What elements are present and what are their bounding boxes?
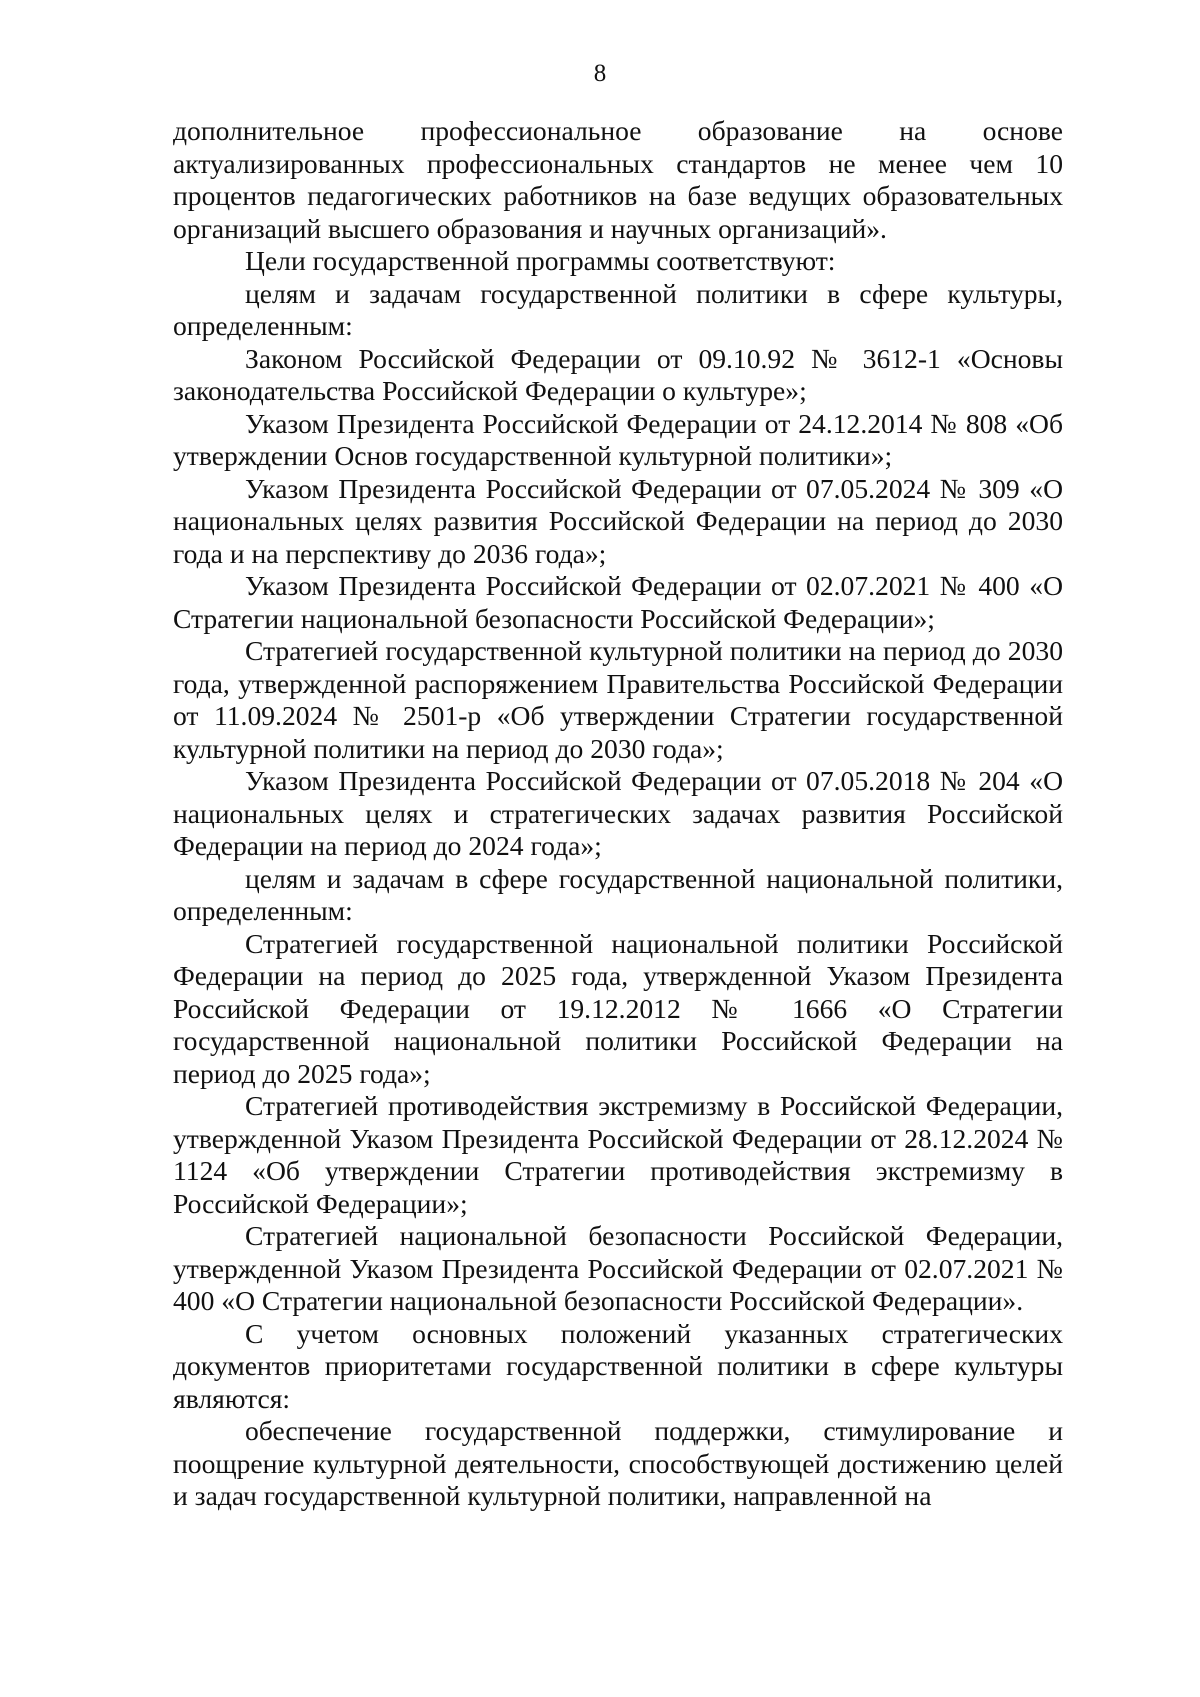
page-number: 8: [593, 60, 607, 87]
paragraph: Указом Президента Российской Федерации от 24.12.2014 № 808 «Об утверждении Основ государственной культурной политики»;: [173, 407, 1063, 471]
paragraph: Указом Президента Российской Федерации от 02.07.2021 № 400 «О Стратегии национальной безопасности Российской Федерации»;: [173, 570, 1063, 634]
paragraph: целям и задачам в сфере государственной национальной политики, определенным:: [173, 862, 1063, 926]
paragraph: С учетом основных положений указанных стратегических документов приоритетами государственной политики в сфере культуры являются:: [173, 1317, 1063, 1414]
paragraph: целям и задачам государственной политики в сфере культуры, определенным:: [173, 277, 1063, 341]
paragraph: Цели государственной программы соответствуют:: [245, 245, 836, 276]
paragraph: Стратегией государственной национальной политики Российской Федерации на период до 2025 года, утвержденной Указом Президента Российской Федерации от 19.12.2012 № 1666 «О Стратегии государственной национальной политики Российской Федерации на период до 2025 года»;: [173, 927, 1063, 1089]
paragraph: Законом Российской Федерации от 09.10.92 № 3612-1 «Основы законодательства Российской Федерации о культуре»;: [173, 342, 1063, 406]
paragraph: Указом Президента Российской Федерации от 07.05.2024 № 309 «О национальных целях развития Российской Федерации на период до 2030 года и на перспективу до 2036 года»;: [173, 472, 1063, 569]
paragraph: Стратегией национальной безопасности Российской Федерации, утвержденной Указом Президента Российской Федерации от 02.07.2021 № 400 «О Стратегии национальной безопасности Российской Федерации».: [173, 1220, 1063, 1316]
document-body: [173, 115, 1063, 1513]
paragraph: Указом Президента Российской Федерации от 07.05.2018 № 204 «О национальных целях и стратегических задачах развития Российской Федерации на период до 2024 года»;: [173, 765, 1063, 861]
paragraph: дополнительное профессиональное образование на основе актуализированных профессиональных стандартов не менее чем 10 процентов педагогических работников на базе ведущих образовательных организаций высшего образования и научных организаций».: [173, 115, 1063, 244]
paragraph: обеспечение государственной поддержки, стимулирование и поощрение культурной деятельности, способствующей достижению целей и задач государственной культурной политики, направленной на: [173, 1415, 1063, 1511]
paragraph: Стратегией противодействия экстремизму в Российской Федерации, утвержденной Указом Президента Российской Федерации от 28.12.2024 № 1124 «Об утверждении Стратегии противодействия экстремизму в Российской Федерации»;: [173, 1090, 1063, 1219]
paragraph: Стратегией государственной культурной политики на период до 2030 года, утвержденной распоряжением Правительства Российской Федерации от 11.09.2024 № 2501-р «Об утверждении Стратегии государственной культурной политики на период до 2030 года»;: [173, 635, 1063, 764]
